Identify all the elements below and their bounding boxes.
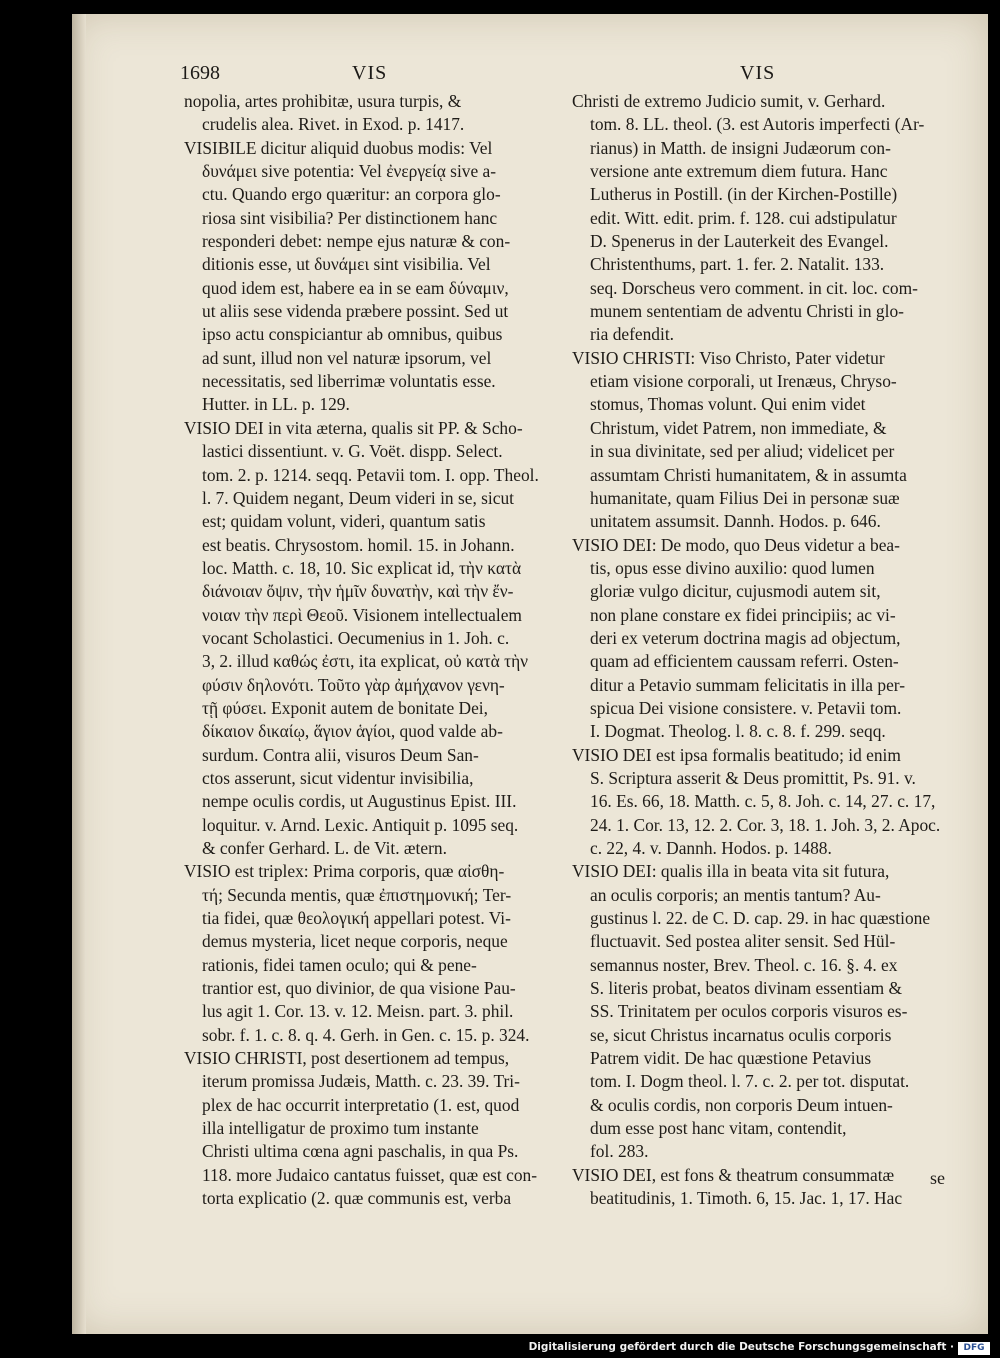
text-line: deri ex veterum doctrina magis ad objectum, [590, 627, 901, 648]
text-line: beatitudinis, 1. Timoth. 6, 15. Jac. 1, 17. Hac [590, 1188, 903, 1209]
text-line: vocant Scholastici. Oecumenius in 1. Joh. c. [202, 627, 510, 648]
text-line: VISIO DEI: De modo, quo Deus videtur a bea- [572, 534, 900, 555]
text-line: an oculis corporis; an mentis tantum? Au- [590, 884, 881, 905]
text-line: plex de hac occurrit interpretatio (1. est, quod [202, 1094, 520, 1115]
text-line: est beatis. Chrysostom. homil. 15. in Johann. [202, 534, 515, 555]
text-line: est; quidam volunt, videri, quantum satis [202, 511, 486, 532]
text-line: unitatem assumsit. Dannh. Hodos. p. 646. [590, 511, 881, 532]
text-line: VISIBILE dicitur aliquid duobus modis: Vel [184, 137, 493, 158]
text-line: διάνοιαν ὄψιν, τὴν ἡμῖν δυνατὴν, καὶ τὴν ἔν- [202, 581, 514, 602]
text-line: ut aliis sese videnda præbere possint. Sed ut [202, 301, 509, 322]
text-line: Patrem vidit. De hac quæstione Petavius [590, 1048, 872, 1069]
text-line: & confer Gerhard. L. de Vit. ætern. [202, 838, 447, 858]
text-line: ditionis esse, ut δυνάμει sint visibilia. Vel [202, 254, 491, 275]
text-line: lus agit 1. Cor. 13. v. 12. Meisn. part. 3. phil. [202, 1001, 514, 1022]
text-line: loquitur. v. Arnd. Lexic. Antiquit p. 1095 seq. [202, 814, 519, 835]
text-line: ctu. Quando ergo quæritur: an corpora glo- [202, 184, 501, 205]
footer-credit: Digitalisierung gefördert durch die Deutsche Forschungsgemeinschaft · [528, 1341, 954, 1353]
text-line: VISIO DEI: qualis illa in beata vita sit futura, [572, 861, 890, 882]
text-line: 24. 1. Cor. 13, 12. 2. Cor. 3, 18. 1. Joh. 3, 2. Apoc. [590, 814, 941, 835]
text-line: Lutherus in Postill. (in der Kirchen-Postille) [590, 184, 898, 205]
text-line: quam ad efficientem caussam referri. Osten- [590, 651, 899, 672]
right-column [572, 90, 958, 1211]
text-line: SS. Trinitatem per oculos corporis visuros es- [590, 1001, 908, 1022]
text-line: tom. 2. p. 1214. seqq. Petavii tom. I. opp. Theol. [202, 464, 539, 485]
text-line: quod idem est, habere ea in se eam δύναμιν, [202, 277, 509, 298]
left-column [184, 90, 564, 1211]
text-line: VISIO DEI est ipsa formalis beatitudo; id enim [572, 744, 901, 765]
text-line: sobr. f. 1. c. 8. q. 4. Gerh. in Gen. c. 15. p. 324. [202, 1024, 530, 1045]
text-line: τῇ φύσει. Exponit autem de bonitate Dei, [202, 697, 488, 718]
text-line: nempe oculis cordis, ut Augustinus Epist. III. [202, 791, 517, 812]
text-line: necessitatis, sed liberrimæ voluntatis esse. [202, 371, 496, 392]
text-line: 118. more Judaico cantatus fuisset, quæ est con- [202, 1164, 538, 1185]
text-line: VISIO CHRISTI, post desertionem ad tempus, [184, 1048, 510, 1069]
text-line: c. 22, 4. v. Dannh. Hodos. p. 1488. [590, 838, 832, 858]
text-line: νοιαν τὴν περὶ Θεοῦ. Visionem intellectualem [202, 604, 522, 625]
catchword: se [930, 1168, 945, 1188]
text-line: nopolia, artes prohibitæ, usura turpis, & [184, 91, 462, 111]
text-line: fol. 283. [590, 1141, 649, 1162]
text-line: stomus, Thomas volunt. Qui enim videt [590, 394, 866, 415]
text-line: D. Spenerus in der Lauterkeit des Evangel. [590, 231, 889, 252]
text-line: VISIO CHRISTI: Viso Christo, Pater videtur [572, 347, 885, 368]
text-line: humanitate, quam Filius Dei in personæ suæ [590, 487, 900, 508]
text-line: ctos asserunt, sicut videntur invisibilia, [202, 767, 474, 788]
text-line: rianus) in Matth. de insigni Judæorum con- [590, 137, 891, 158]
text-line: semannus noster, Brev. Theol. c. 16. §. 4. ex [590, 954, 898, 975]
text-line: loc. Matth. c. 18, 10. Sic explicat id, τὴν κατὰ [202, 557, 522, 578]
page-number: 1698 [180, 62, 220, 84]
text-line: dum esse post hanc vitam, contendit, [590, 1118, 847, 1139]
text-line: iterum promissa Judæis, Matth. c. 23. 39. Tri- [202, 1071, 520, 1092]
text-line: tis, opus esse divino auxilio: quod lumen [590, 557, 875, 578]
text-line: responderi debet: nempe ejus naturæ & con- [202, 231, 511, 252]
text-line: tom. 8. LL. theol. (3. est Autoris imperfecti (Ar- [590, 114, 925, 135]
text-line: Christenthums, part. 1. fer. 2. Natalit. 133. [590, 254, 885, 275]
text-line: ipso actu conspiciantur ab omnibus, quibus [202, 324, 503, 345]
text-line: rationis, fidei tamen oculo; qui & pene- [202, 954, 477, 975]
text-line: Christi de extremo Judicio sumit, v. Gerhard. [572, 91, 886, 111]
text-line: Christi ultima cœna agni paschalis, in qua Ps. [202, 1141, 519, 1162]
text-line: torta explicatio (2. quæ communis est, verba [202, 1188, 512, 1209]
text-line: τή; Secunda mentis, quæ ἐπιστημονική; Ter- [202, 884, 512, 905]
text-line: S. literis probat, beatos divinam essentiam & [590, 978, 903, 999]
text-line: S. Scriptura asserit & Deus promittit, Ps. 91. v. [590, 767, 916, 788]
text-line: VISIO DEI in vita æterna, qualis sit PP. & Scho- [184, 417, 523, 438]
text-line: ditur a Petavio summam felicitatis in illa per- [590, 674, 906, 695]
text-line: trantior est, quo divinior, de qua visione Pau- [202, 978, 516, 999]
text-line: tom. I. Dogm theol. l. 7. c. 2. per tot. disputat. [590, 1071, 910, 1092]
text-line: assumtam Christi humanitatem, & in assumta [590, 464, 907, 485]
text-line: l. 7. Quidem negant, Deum videri in se, sicut [202, 487, 515, 508]
text-line: munem sententiam de adventu Christi in glo- [590, 301, 904, 322]
text-line: gloriæ vulgo dicitur, cujusmodi autem sit, [590, 581, 881, 602]
page-header [180, 54, 970, 88]
digitization-footer [0, 1340, 1000, 1358]
text-line: φύσιν δηλονότι. Τοῦτο γὰρ ἀμήχανον γενη- [202, 674, 505, 695]
text-line: 16. Es. 66, 18. Matth. c. 5, 8. Joh. c. 14, 27. c. 17, [590, 791, 936, 812]
text-line: tia fidei, quæ θεολογική appellari potest. Vi- [202, 908, 511, 929]
text-line: in sua divinitate, sed per aliud; videlicet per [590, 441, 895, 462]
text-line: demus mysteria, licet neque corporis, neque [202, 931, 508, 952]
running-head-left: VIS [352, 62, 388, 84]
text-line: ria defendit. [590, 324, 675, 345]
text-line: I. Dogmat. Theolog. l. 8. c. 8. f. 299. seqq. [590, 721, 886, 742]
text-line: edit. Witt. edit. prim. f. 128. cui adstipulatur [590, 207, 897, 228]
text-line: & oculis cordis, non corporis Deum intuen- [590, 1094, 893, 1115]
dfg-logo: DFG [958, 1342, 990, 1355]
text-line: se, sicut Christus incarnatus oculis corporis [590, 1024, 892, 1045]
text-line: Christum, videt Patrem, non immediate, & [590, 417, 887, 438]
text-line: crudelis alea. Rivet. in Exod. p. 1417. [202, 114, 465, 135]
text-line: VISIO est triplex: Prima corporis, quæ αἰσθη- [184, 861, 505, 882]
text-line: ad sunt, illud non vel naturæ ipsorum, vel [202, 347, 492, 368]
page-gutter-edge [72, 14, 86, 1334]
text-line: seq. Dorscheus vero comment. in cit. loc. com- [590, 277, 918, 298]
text-line: VISIO DEI, est fons & theatrum consummatæ [572, 1164, 895, 1185]
text-line: versione ante extremum diem futura. Hanc [590, 161, 888, 182]
text-line: fluctuavit. Sed postea aliter sensit. Sed Hül- [590, 931, 896, 952]
text-line: δυνάμει sive potentia: Vel ἐνεργείᾳ sive a- [202, 161, 497, 182]
text-line: riosa sint visibilia? Per distinctionem hanc [202, 207, 498, 228]
text-line: surdum. Contra alii, visuros Deum San- [202, 744, 479, 765]
text-line: gustinus l. 22. de C. D. cap. 29. in hac quæstione [590, 908, 931, 929]
text-line: lastici dissentiunt. v. G. Voët. dispp. Select. [202, 441, 503, 462]
text-line: δίκαιον δικαίῳ, ἅγιον ἁγίοι, quod valde ab- [202, 721, 503, 742]
text-line: Hutter. in LL. p. 129. [202, 394, 350, 415]
running-head-right: VIS [740, 62, 776, 84]
text-line: 3, 2. illud καθώς ἐστι, ita explicat, οὐ κατὰ τὴν [202, 651, 529, 672]
text-line: etiam visione corporali, ut Irenæus, Chryso- [590, 371, 897, 392]
text-line: non plane constare ex fidei principiis; ac vi- [590, 604, 896, 625]
text-line: spicua Dei visione consistere. v. Petavii tom. [590, 697, 902, 718]
text-line: illa intelligatur de proximo tum instante [202, 1118, 479, 1139]
